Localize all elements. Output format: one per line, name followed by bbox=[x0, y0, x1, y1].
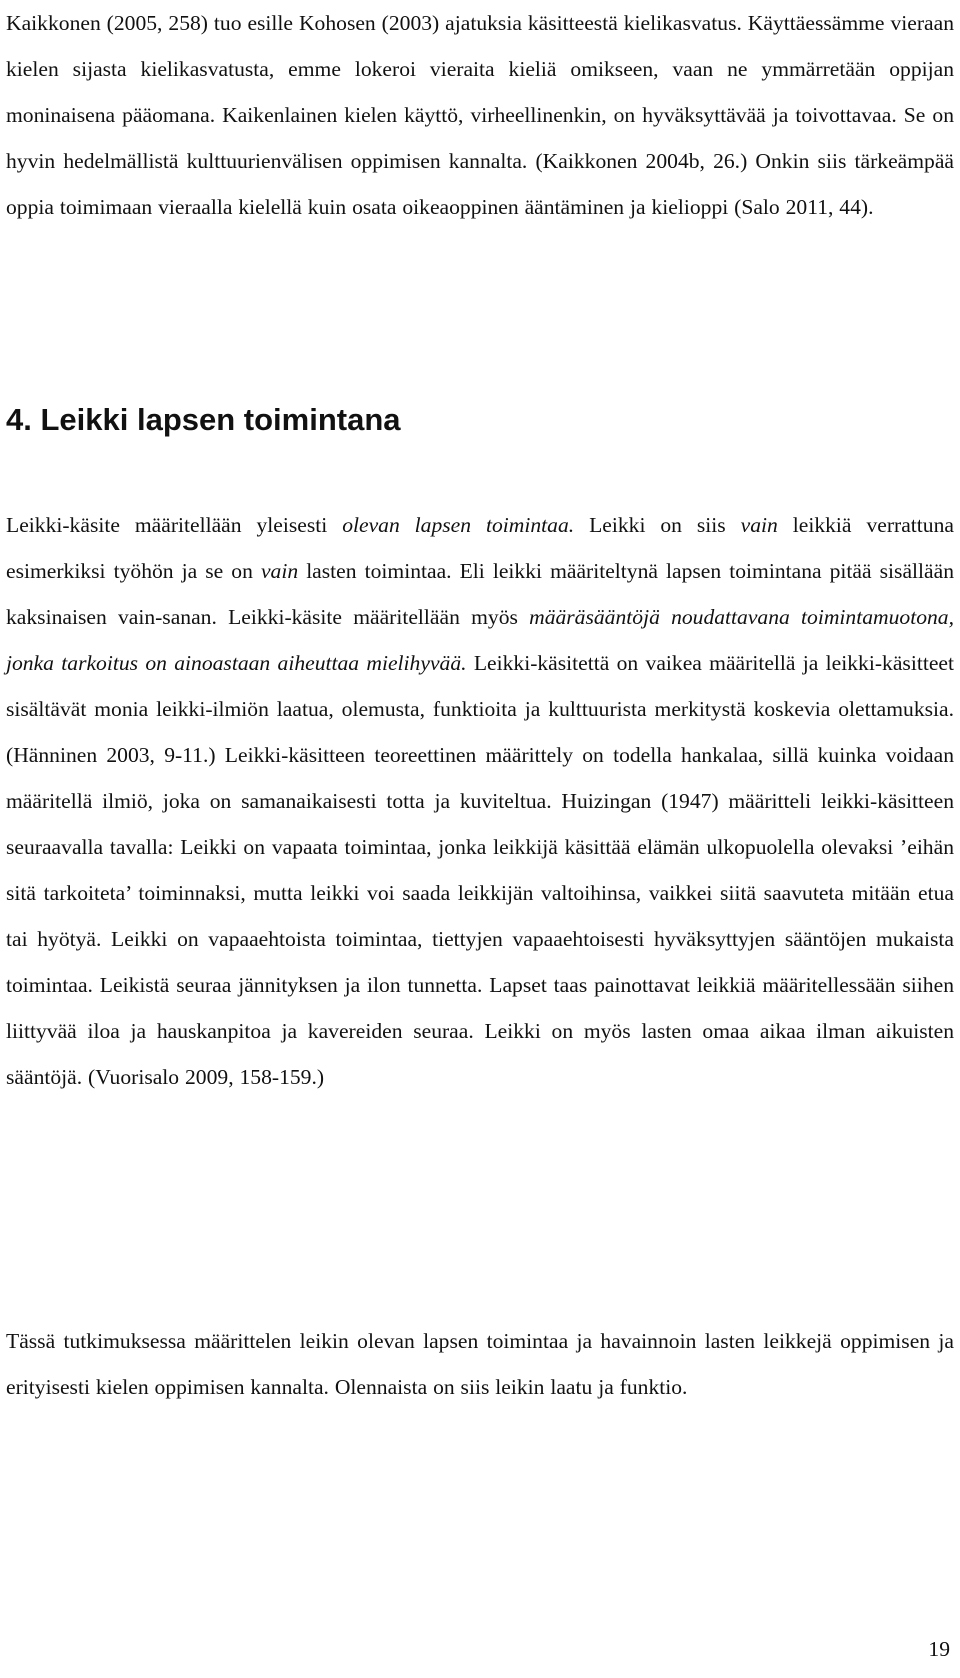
paragraph-leikki-definition bbox=[6, 502, 954, 1100]
italic-run: olevan lapsen toimintaa. bbox=[342, 513, 575, 537]
paragraph-text: Tässä tutkimuksessa määrittelen leikin olevan lapsen toimintaa ja havainnoin lasten leikkejä oppimisen ja erityisesti kielen oppimisen kannalta. Olennaista on siis leikin laatu ja funktio. bbox=[6, 1329, 954, 1399]
text-run: Leikki on siis bbox=[574, 513, 741, 537]
italic-run: vain bbox=[260, 559, 299, 583]
text-run: lasten toimintaa. Eli leikki määriteltynä lapsen toimintana pitää sisällään kaksinaisen vain-sanan. Leikki-käsite määritellään myös bbox=[6, 559, 955, 629]
section-heading: 4. Leikki lapsen toimintana bbox=[6, 402, 401, 437]
page-number: 19 bbox=[928, 1637, 950, 1661]
italic-run: vain bbox=[740, 513, 778, 537]
paragraph-text: Kaikkonen (2005, 258) tuo esille Kohosen (2003) ajatuksia käsitteestä kielikasvatus. Käyttäessämme vieraan kielen sijasta kielikasvatusta, emme lokeroi vieraita kieliä omikseen, vaan ne ymmärretään oppijan moninaisena pääomana. Kaikenlainen kielen käyttö, virheellinenkin, on hyväksyttävää ja toivottavaa. Se on hyvin hedelmällistä kulttuurienvälisen oppimisen kannalta. (Kaikkonen 2004b, 26.) Onkin siis tärkeämpää oppia toimimaan vieraalla kielellä kuin osata oikeaoppinen ääntäminen ja kielioppi (Salo 2011, 44). bbox=[6, 11, 954, 219]
italic-run: määräsääntöjä noudattavana toimintamuotona, jonka tarkoitus on ainoastaan aiheuttaa mielihyvää. bbox=[6, 605, 954, 675]
paragraph-study-definition bbox=[6, 1318, 954, 1410]
paragraph-kielikasvatus bbox=[6, 0, 954, 230]
text-run: Leikki-käsite määritellään yleisesti bbox=[6, 513, 343, 537]
text-run: Leikki-käsitettä on vaikea määritellä ja leikki-käsitteet sisältävät monia leikki-ilmiön laatua, olemusta, funktioita ja kulttuurista merkitystä koskevia olettamuksia. (Hänninen 2003, 9-11.) Leikki-käsitteen teoreettinen määrittely on todella hankalaa, sillä kuinka voidaan määritellä ilmiö, joka on samanaikaisesti totta ja kuviteltua. Huizingan (1947) määritteli leikki-käsitteen seuraavalla tavalla: Leikki on vapaata toimintaa, jonka leikkijä käsittää elämän ulkopuolella olevaksi ’eihän sitä tarkoiteta’ toiminnaksi, mutta leikki voi saada leikkijän valtoihinsa, vaikkei siitä saavuteta mitään etua tai hyötyä. Leikki on vapaaehtoista toimintaa, tiettyjen vapaaehtoisesti hyväksyttyjen sääntöjen mukaista toimintaa. Leikistä seuraa jännityksen ja ilon tunnetta. Lapset taas painottavat leikkiä määritellessään siihen liittyvää iloa ja hauskanpitoa ja kavereiden seuraa. Leikki on myös lasten omaa aikaa ilman aikuisten sääntöjä. (Vuorisalo 2009, 158-159.) bbox=[6, 651, 954, 1089]
text-run: leikkiä verrattuna esimerkiksi työhön ja se on bbox=[6, 513, 954, 583]
